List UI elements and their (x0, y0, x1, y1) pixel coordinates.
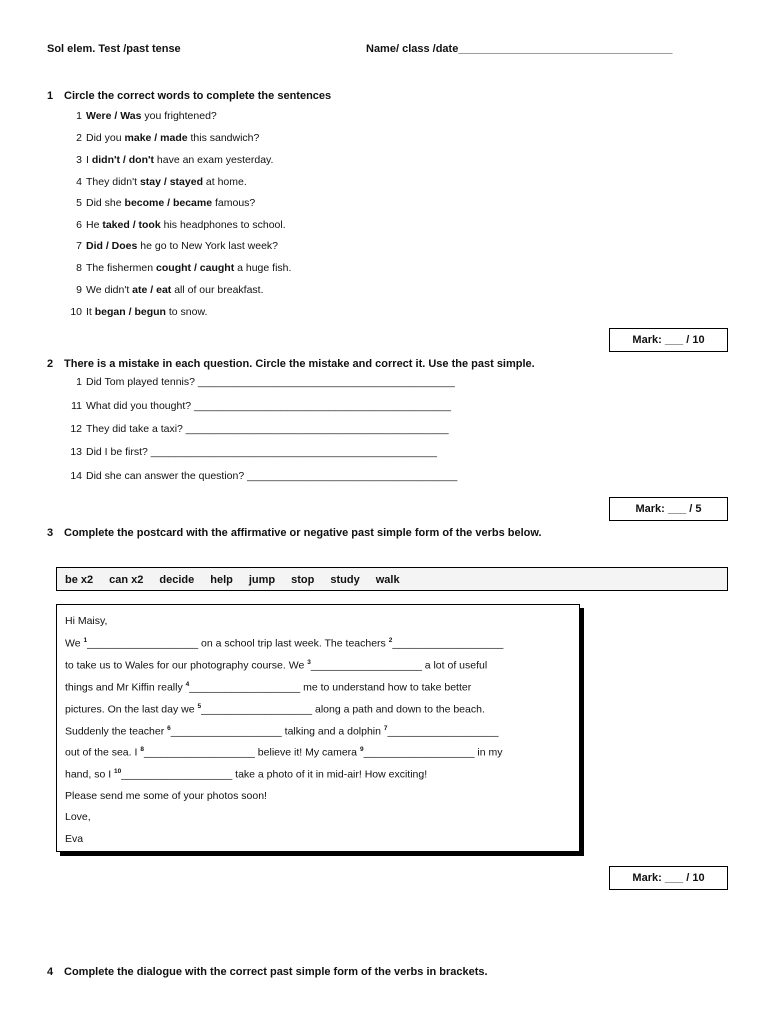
q2-item[interactable] (55, 470, 457, 482)
q1-item: 7 Did / Does he go to New York last week? (55, 240, 278, 252)
word-choice[interactable]: ate / eat (132, 284, 172, 296)
item-number: 8 (76, 262, 82, 274)
q1-mark-box: Mark: ___ / 10 (609, 328, 728, 352)
item-number: 3 (76, 154, 82, 166)
q1-instruction: Circle the correct words to complete the sentences (64, 90, 332, 102)
q1-item: 10 It began / begun to snow. (55, 306, 207, 318)
answer-line[interactable]: Did Tom played tennis? ____________________________________________ (86, 376, 455, 388)
item-number: 1 (76, 376, 82, 388)
postcard-greeting: Hi Maisy, (65, 615, 108, 627)
answer-line[interactable]: Did I be first? _________________________________________________ (86, 446, 437, 458)
q3-instruction: Complete the postcard with the affirmative or negative past simple form of the verbs below. (64, 527, 542, 539)
item-number: 5 (76, 197, 82, 209)
word-choice[interactable]: didn't / don't (91, 154, 154, 166)
answer-line[interactable]: They did take a taxi? _____________________________________________ (86, 423, 449, 435)
q2-heading (47, 358, 535, 370)
verb: walk (375, 574, 400, 586)
postcard-line: hand, so I $^{10}$___________________ take a photo of it in mid-air! How exciting! (65, 768, 428, 781)
verb: jump (248, 574, 276, 586)
q2-item[interactable] (55, 423, 449, 435)
item-number: 10 (70, 306, 82, 318)
item-number: 12 (70, 423, 82, 435)
word-choice[interactable]: Were / Was (86, 110, 142, 122)
item-number: 14 (70, 470, 82, 482)
verb: stop (291, 574, 315, 586)
q2-instruction: There is a mistake in each question. Circle the mistake and correct it. Use the past simple. (64, 358, 535, 370)
q3-heading (47, 527, 542, 539)
q1-item: 1 Were / Was you frightened? (55, 110, 217, 122)
item-number: 7 (76, 240, 82, 252)
verb: help (210, 574, 233, 586)
postcard-line: out of the sea. I $^8$___________________ believe it! My camera $^9$___________________ in my (65, 746, 503, 759)
item-number: 4 (76, 176, 82, 188)
q1-item: 6 He taked / took his headphones to school. (55, 219, 286, 231)
word-choice[interactable]: began / begun (94, 306, 166, 318)
postcard-line: Please send me some of your photos soon! (65, 790, 267, 802)
answer-line[interactable]: Did she can answer the question? ____________________________________ (86, 470, 458, 482)
word-choice[interactable]: taked / took (102, 219, 161, 231)
q1-item: 8 The fishermen cought / caught a huge fish. (55, 262, 291, 274)
q2-item[interactable] (55, 446, 437, 458)
q2-mark-box: Mark: ___ / 5 (609, 497, 728, 521)
verb: can x2 (109, 574, 144, 586)
q4-number: 4 (47, 966, 54, 978)
item-number: 13 (70, 446, 82, 458)
verb: study (330, 574, 360, 586)
postcard-signature: Eva (65, 833, 84, 845)
item-number: 6 (76, 219, 82, 231)
word-choice[interactable]: become / became (124, 197, 213, 209)
verb: be x2 (65, 574, 94, 586)
q1-item: 2 Did you make / made this sandwich? (55, 132, 259, 144)
q1-heading (47, 90, 331, 102)
verb: decide (159, 574, 195, 586)
q2-item[interactable] (55, 400, 451, 412)
postcard-line: We $^1$___________________ on a school trip last week. The teachers $^2$___________________ (65, 637, 504, 650)
q4-heading (47, 966, 488, 978)
q1-item: 5 Did she become / became famous? (55, 197, 255, 209)
answer-line[interactable]: What did you thought? ____________________________________________ (86, 400, 451, 412)
item-number: 2 (76, 132, 82, 144)
postcard-line: pictures. On the last day we $^5$___________________ along a path and down to the beach. (65, 703, 485, 716)
word-choice[interactable]: make / made (124, 132, 188, 144)
q1-item: 9 We didn't ate / eat all of our breakfast. (55, 284, 264, 296)
q2-item[interactable] (55, 376, 455, 388)
item-number: 11 (71, 400, 82, 412)
q1-number: 1 (47, 90, 54, 102)
verb-box (56, 567, 728, 591)
item-number: 1 (76, 110, 82, 122)
word-choice[interactable]: cought / caught (156, 262, 235, 274)
q3-number: 3 (47, 527, 54, 539)
word-choice[interactable]: stay / stayed (139, 176, 203, 188)
q1-item: 3 I didn't / don't have an exam yesterday. (55, 154, 273, 166)
postcard-line: things and Mr Kiffin really $^4$___________________ me to understand how to take better (65, 681, 472, 694)
q2-number: 2 (47, 358, 54, 370)
postcard-line: Suddenly the teacher $^6$___________________ talking and a dolphin $^7$___________________ (65, 725, 499, 738)
item-number: 9 (76, 284, 82, 296)
name-class-date-field[interactable]: Name/ class /date___________________________________ (366, 43, 673, 55)
word-choice[interactable]: Did / Does (86, 240, 138, 252)
q1-item: 4 They didn't stay / stayed at home. (55, 176, 247, 188)
q3-mark-box: Mark: ___ / 10 (609, 866, 728, 890)
test-title: Sol elem. Test /past tense (47, 43, 181, 55)
q4-instruction: Complete the dialogue with the correct past simple form of the verbs in brackets. (64, 966, 488, 978)
postcard-signoff: Love, (65, 811, 91, 823)
postcard-line: to take us to Wales for our photography course. We $^3$___________________ a lot of useful (65, 659, 488, 672)
